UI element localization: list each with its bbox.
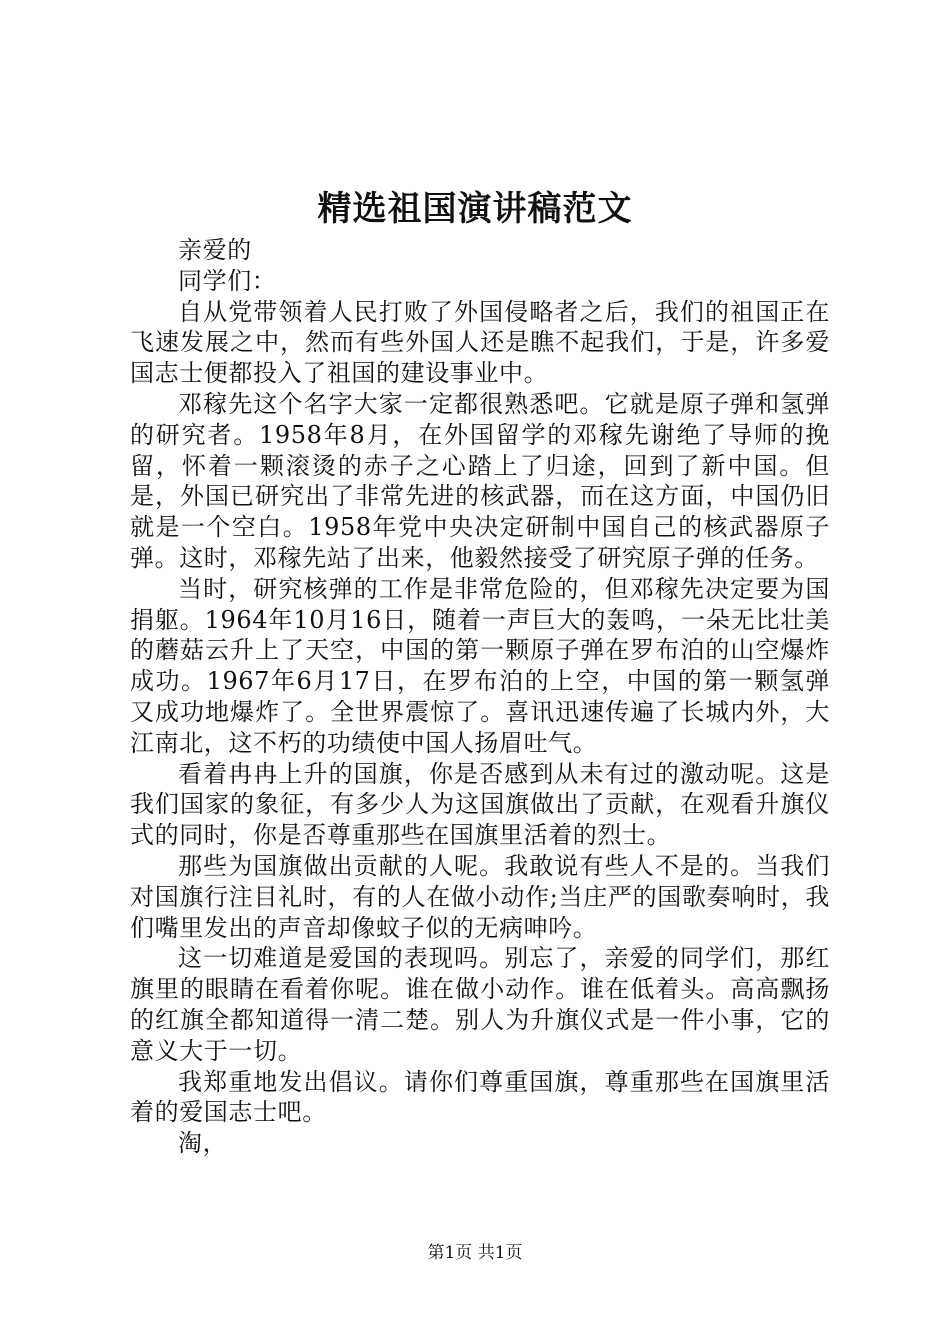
page-footer: 第1页 共1页 (427, 1243, 523, 1263)
paragraph: 邓稼先这个名字大家一定都很熟悉吧。它就是原子弹和氢弹的研究者。1958年8月，在外国留学的邓稼先谢绝了导师的挽留，怀着一颗滚烫的赤子之心踏上了归途，回到了新中国。但是，外国已研究出了非常先进的核武器，而在这方面，中国仍旧就是一个空白。1958年党中央决定研制中国自己的核武器原子弹。这时，邓稼先站了出来，他毅然接受了研究原子弹的任务。 (130, 389, 830, 572)
closing-line: 淘， (178, 1129, 228, 1158)
paragraph: 当时，研究核弹的工作是非常危险的，但邓稼先决定要为国捐躯。1964年10月16日，随着一声巨大的轰鸣，一朵无比壮美的蘑菇云升上了天空，中国的第一颗原子弹在罗布泊的山空爆炸成功。1967年6月17日，在罗布泊的上空，中国的第一颗氢弹又成功地爆炸了。全世界震惊了。喜讯迅速传遍了长城内外，大江南北，这不朽的功绩使中国人扬眉吐气。 (130, 574, 830, 757)
paragraph: 自从党带领着人民打败了外国侵略者之后，我们的祖国正在飞速发展之中，然而有些外国人还是瞧不起我们，于是，许多爱国志士便都投入了祖国的建设事业中。 (130, 297, 830, 388)
document-title: 精选祖国演讲稿范文 (317, 189, 633, 229)
salutation-line-1: 亲爱的 (178, 236, 252, 264)
salutation-line-2: 同学们： (178, 266, 277, 295)
paragraph: 我郑重地发出倡议。请你们尊重国旗，尊重那些在国旗里活着的爱国志士吧。 (130, 1067, 830, 1127)
paragraph: 那些为国旗做出贡献的人呢。我敢说有些人不是的。当我们对国旗行注目礼时，有的人在做小动作;当庄严的国歌奏响时，我们嘴里发出的声音却像蚊子似的无病呻吟。 (130, 851, 830, 942)
document-body (130, 235, 830, 1159)
paragraph: 这一切难道是爱国的表现吗。别忘了，亲爱的同学们，那红旗里的眼睛在看着你呢。谁在做小动作。谁在低着头。高高飘扬的红旗全都知道得一清二楚。别人为升旗仪式是一件小事，它的意义大于一切。 (130, 944, 830, 1065)
paragraph: 看着冉冉上升的国旗，你是否感到从未有过的激动呢。这是我们国家的象征，有多少人为这国旗做出了贡献，在观看升旗仪式的同时，你是否尊重那些在国旗里活着的烈士。 (130, 759, 830, 850)
